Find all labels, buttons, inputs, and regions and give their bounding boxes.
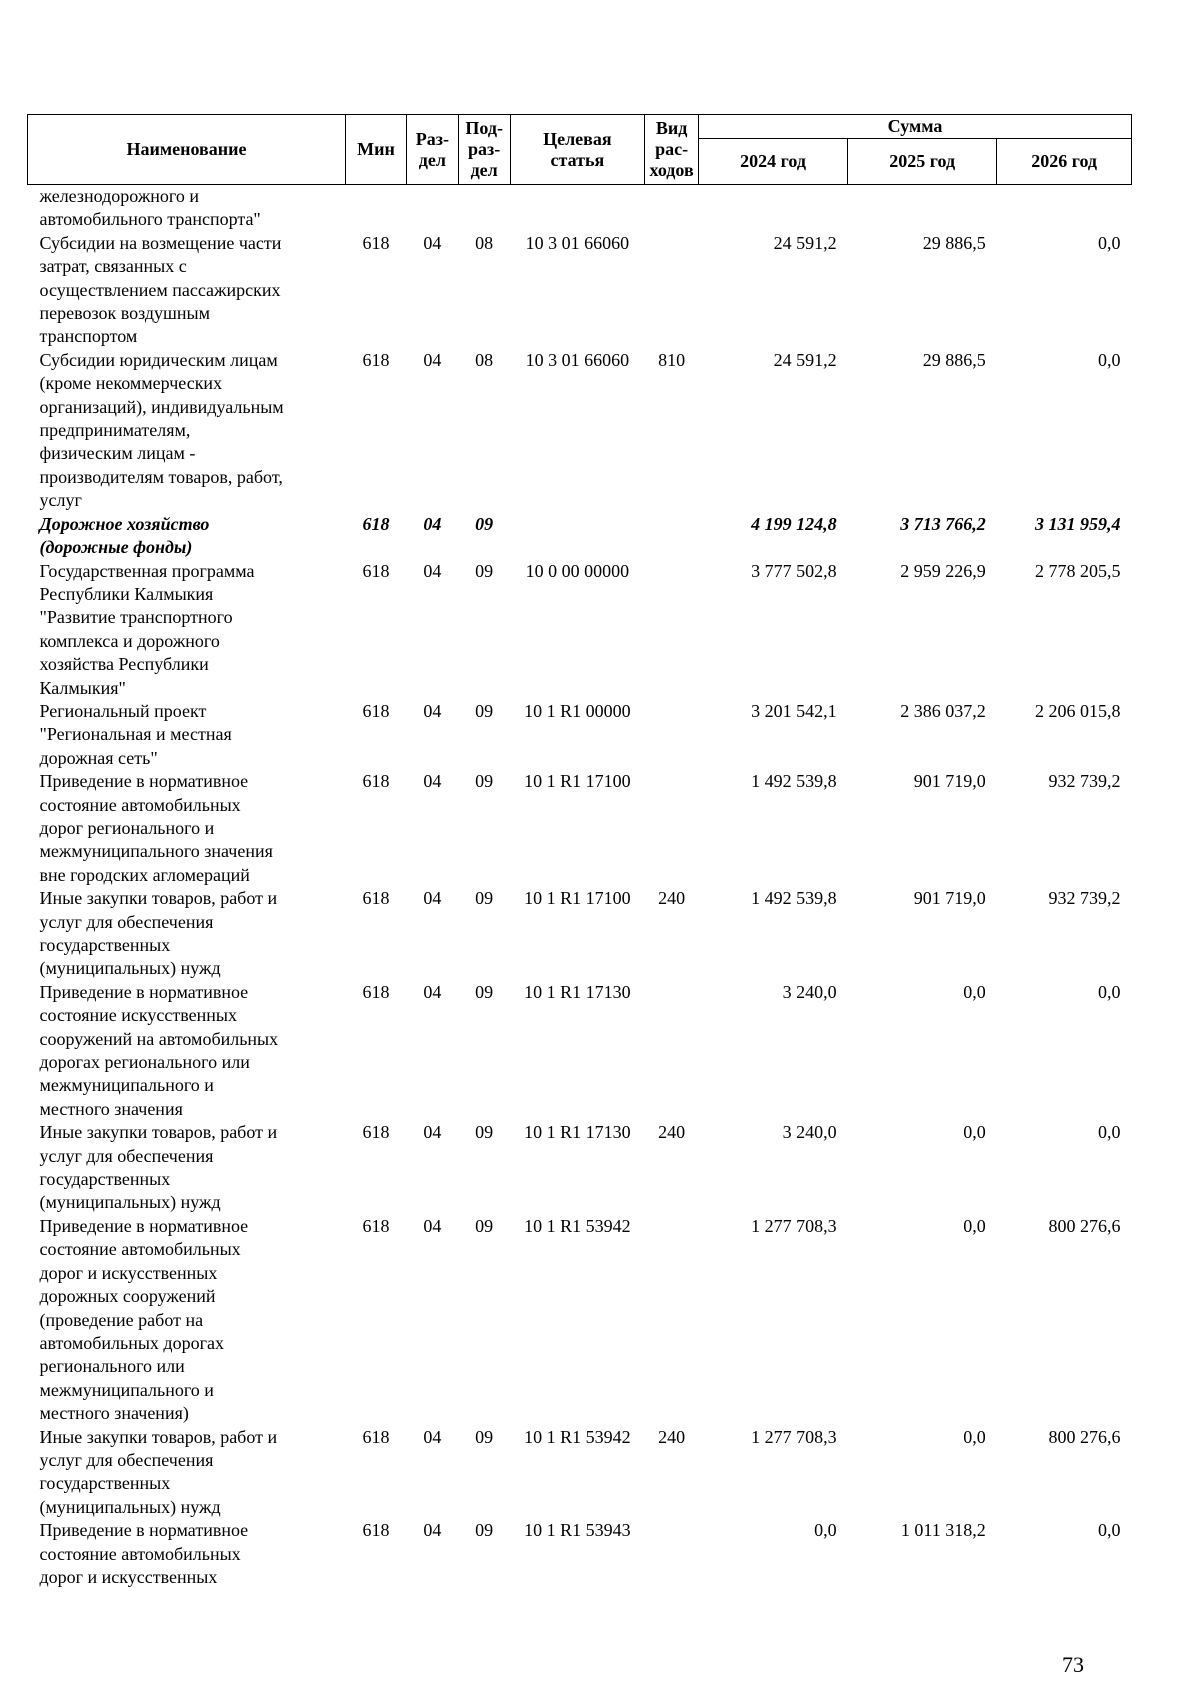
cell-name-line: межмуниципального и [39,1075,214,1096]
cell-podrazdel: 09 [475,1122,494,1143]
cell-vid-rashodov [645,981,699,1121]
cell-sum-2024: 3 201 542,1 [751,700,837,721]
cell-podrazdel: 09 [475,1520,494,1541]
cell-podrazdel: 08 [475,349,494,370]
cell-celevaya-statya [510,185,645,232]
cell-name [28,1426,346,1520]
cell-sum-2024: 3 777 502,8 [751,560,837,581]
table-row [28,1121,1132,1215]
cell-sum-2025: 1 011 318,2 [900,1520,986,1541]
cell-name-line: местного значения [39,1098,183,1119]
cell-celevaya-statya: 10 1 R1 53942 [524,1215,631,1236]
cell-name [28,887,346,981]
cell-name-line: государственных [39,1169,171,1190]
cell-sum-2025: 29 886,5 [922,232,986,253]
cell-name-line: сооружений на автомобильных [39,1028,279,1049]
cell-name-line: (муниципальных) нужд [39,1192,221,1213]
cell-podrazdel: 08 [475,232,494,253]
cell-name-line: "Развитие транспортного [39,607,233,628]
cell-name-line: услуг для обеспечения [39,911,214,932]
cell-sum-2025: 0,0 [963,1215,986,1236]
header-year-2025: 2025 год [848,139,997,185]
cell-vid-rashodov [645,560,699,700]
cell-min: 618 [362,1520,390,1541]
cell-razdel: 04 [423,349,442,370]
cell-name-line: (дорожные фонды) [39,537,193,558]
cell-podrazdel: 09 [475,981,494,1002]
cell-podrazdel: 09 [475,513,494,534]
cell-name-line: состояние автомобильных [39,1239,241,1260]
table-row [28,560,1132,700]
cell-name [28,1121,346,1215]
cell-name [28,513,346,560]
cell-min: 618 [362,981,390,1002]
cell-name [28,770,346,887]
table-row [28,1519,1132,1589]
table-row [28,185,1132,232]
cell-name-line: Региональный проект [39,700,207,721]
cell-podrazdel: 09 [475,1215,494,1236]
table-body [28,185,1132,1590]
cell-sum-2025: 29 886,5 [922,349,986,370]
cell-podrazdel: 09 [475,700,494,721]
cell-razdel: 04 [423,981,442,1002]
cell-sum-2024: 1 492 539,8 [751,888,837,909]
cell-vid-rashodov: 240 [658,1426,686,1447]
cell-name-line: производителям товаров, работ, [39,466,283,487]
cell-razdel: 04 [423,232,442,253]
cell-sum-2024: 1 492 539,8 [751,771,837,792]
cell-razdel: 04 [423,700,442,721]
cell-name-line: Субсидии на возмещение части [39,232,282,253]
header-podrazdel: Под- раз- дел [458,115,510,185]
cell-sum-2024: 4 199 124,8 [751,513,837,534]
cell-name-line: организаций), индивидуальным [39,396,284,417]
cell-sum-2026: 800 276,6 [1048,1426,1121,1447]
cell-celevaya-statya: 10 1 R1 53943 [524,1520,631,1541]
cell-name-line: хозяйства Республики [39,654,209,675]
cell-name-line: Калмыкия" [39,677,126,698]
table-row [28,1426,1132,1520]
cell-sum-2026: 932 739,2 [1048,888,1121,909]
cell-min [345,185,406,232]
cell-name-line: регионального или [39,1356,185,1377]
header-name: Наименование [28,115,346,185]
cell-name-line: межмуниципального и [39,1379,214,1400]
cell-sum-2025: 901 719,0 [913,771,986,792]
cell-name-line: состояние автомобильных [39,794,241,815]
cell-celevaya-statya: 10 1 R1 17130 [524,981,631,1002]
cell-name-line: дорог и искусственных [39,1566,218,1587]
cell-razdel: 04 [423,888,442,909]
cell-name-line: Иные закупки товаров, работ и [39,1426,278,1447]
cell-name-line: местного значения) [39,1403,189,1424]
header-year-2024: 2024 год [699,139,848,185]
cell-celevaya-statya: 10 3 01 66060 [525,232,630,253]
cell-razdel: 04 [423,771,442,792]
header-year-2026: 2026 год [997,139,1132,185]
cell-name-line: услуг для обеспечения [39,1449,214,1470]
header-celevaya-statya: Целевая статья [510,115,645,185]
cell-name-line: (муниципальных) нужд [39,1496,221,1517]
cell-sum-2025: 2 386 037,2 [900,700,986,721]
budget-table [27,114,1132,1589]
cell-name-line: государственных [39,935,171,955]
cell-sum-2026: 0,0 [1098,981,1121,1002]
cell-name-line: физическим лицам - [39,443,196,464]
cell-name [28,1215,346,1426]
cell-name-line: дорожная сеть" [39,747,158,768]
cell-vid-rashodov: 810 [658,349,686,370]
cell-sum-2024 [699,185,848,232]
cell-sum-2026: 0,0 [1098,1520,1121,1541]
cell-sum-2025: 2 959 226,9 [900,560,986,581]
cell-name-line: состояние автомобильных [39,1543,241,1564]
cell-name-line: Иные закупки товаров, работ и [39,888,278,909]
cell-sum-2026: 2 206 015,8 [1035,700,1121,721]
cell-sum-2026: 2 778 205,5 [1035,560,1121,581]
cell-name-line: предпринимателям, [39,420,191,441]
cell-sum-2025: 0,0 [963,1122,986,1143]
cell-name-line: автомобильного транспорта" [39,209,261,230]
cell-podrazdel: 09 [475,560,494,581]
cell-sum-2024: 0,0 [814,1520,837,1541]
cell-sum-2026: 0,0 [1098,349,1121,370]
cell-name-line: состояние искусственных [39,1005,237,1026]
table-row [28,513,1132,560]
cell-sum-2024: 1 277 708,3 [751,1215,837,1236]
cell-celevaya-statya: 10 1 R1 17130 [524,1122,631,1143]
cell-name [28,560,346,700]
table-row [28,770,1132,887]
table-row [28,232,1132,349]
header-razdel: Раз- дел [407,115,459,185]
cell-razdel: 04 [423,1520,442,1541]
table-row [28,1215,1132,1426]
cell-name-line: межмуниципального значения [39,841,273,862]
header-vid-rashodov: Вид рас- ходов [645,115,699,185]
cell-name-line: транспортом [39,326,138,347]
cell-name-line: затрат, связанных с [39,256,187,277]
cell-podrazdel: 09 [475,888,494,909]
cell-min: 618 [362,513,390,534]
cell-name [28,232,346,349]
cell-name-line: Приведение в нормативное [39,981,249,1002]
cell-sum-2026: 3 131 959,4 [1035,513,1121,534]
cell-name [28,185,346,232]
cell-name [28,1519,346,1589]
cell-vid-rashodov [645,1215,699,1426]
cell-min: 618 [362,888,390,909]
cell-name-line: Приведение в нормативное [39,1520,249,1541]
cell-min: 618 [362,232,390,253]
cell-vid-rashodov [645,513,699,560]
cell-name-line: Дорожное хозяйство [39,513,210,534]
cell-name-line: комплекса и дорожного [39,630,220,651]
cell-vid-rashodov [645,770,699,887]
cell-min: 618 [362,1122,390,1143]
cell-celevaya-statya: 10 1 R1 00000 [524,700,631,721]
cell-name [28,349,346,513]
cell-podrazdel: 09 [475,771,494,792]
cell-name-line: (проведение работ на [39,1309,204,1330]
cell-min: 618 [362,771,390,792]
cell-sum-2025 [848,185,997,232]
cell-name-line: дорожных сооружений [39,1286,216,1307]
header-min: Мин [345,115,406,185]
budget-table-container [27,114,1132,1589]
cell-razdel: 04 [423,1426,442,1447]
cell-min: 618 [362,1426,390,1447]
cell-podrazdel [458,185,510,232]
cell-name-line: дорогах регионального или [39,1052,250,1073]
cell-sum-2024: 1 277 708,3 [751,1426,837,1447]
cell-celevaya-statya: 10 1 R1 17100 [524,771,631,792]
cell-name-line: автомобильных дорогах [39,1332,224,1353]
table-row [28,349,1132,513]
cell-name-line: услуг для обеспечения [39,1145,214,1166]
cell-name [28,700,346,770]
cell-vid-rashodov: 240 [658,888,686,909]
cell-name-line: осуществлением пассажирских [39,279,281,300]
cell-vid-rashodov [645,700,699,770]
cell-celevaya-statya: 10 1 R1 17100 [524,888,631,909]
cell-sum-2025: 0,0 [963,1426,986,1447]
cell-name-line: (муниципальных) нужд [39,958,221,979]
cell-vid-rashodov: 240 [658,1122,686,1143]
cell-name [28,981,346,1121]
cell-razdel: 04 [423,1215,442,1236]
cell-razdel: 04 [423,1122,442,1143]
cell-min: 618 [362,1215,390,1236]
cell-sum-2026: 0,0 [1098,1122,1121,1143]
cell-name-line: "Региональная и местная [39,724,232,745]
cell-name-line: государственных [39,1473,171,1494]
cell-razdel [407,185,459,232]
cell-sum-2026: 800 276,6 [1048,1215,1121,1236]
cell-celevaya-statya [510,513,645,560]
cell-name-line: Приведение в нормативное [39,771,249,792]
cell-podrazdel: 09 [475,1426,494,1447]
cell-min: 618 [362,349,390,370]
cell-razdel: 04 [423,560,442,581]
cell-name-line: Иные закупки товаров, работ и [39,1122,278,1143]
cell-sum-2024: 3 240,0 [782,1122,837,1143]
cell-name-line: вне городских агломераций [39,864,250,885]
cell-name-line: перевозок воздушным [39,303,211,324]
table-header [28,115,1132,185]
cell-name-line: дорог и искусственных [39,1262,218,1283]
table-row [28,700,1132,770]
cell-sum-2025: 901 719,0 [913,888,986,909]
table-row [28,887,1132,981]
cell-celevaya-statya: 10 0 00 00000 [525,560,630,581]
header-summa: Сумма [699,115,1132,139]
cell-name-line: железнодорожного и [39,186,199,206]
cell-sum-2025: 0,0 [963,981,986,1002]
cell-name-line: Приведение в нормативное [39,1215,249,1236]
cell-sum-2025: 3 713 766,2 [900,513,986,534]
cell-celevaya-statya: 10 1 R1 53942 [524,1426,631,1447]
table-row [28,981,1132,1121]
cell-celevaya-statya: 10 3 01 66060 [525,349,630,370]
cell-name-line: Государственная программа [39,560,255,581]
cell-vid-rashodov [645,1519,699,1589]
cell-name-line: услуг [39,490,82,511]
cell-sum-2026 [997,185,1132,232]
cell-name-line: Субсидии юридическим лицам [39,349,278,370]
page-number: 73 [1062,1652,1084,1677]
cell-sum-2024: 24 591,2 [773,349,837,370]
cell-min: 618 [362,700,390,721]
cell-sum-2026: 0,0 [1098,232,1121,253]
cell-sum-2024: 24 591,2 [773,232,837,253]
cell-vid-rashodov [645,185,699,232]
cell-razdel: 04 [423,513,442,534]
cell-sum-2026: 932 739,2 [1048,771,1121,792]
cell-name-line: дорог регионального и [39,817,215,838]
cell-sum-2024: 3 240,0 [782,981,837,1002]
cell-vid-rashodov [645,232,699,349]
cell-name-line: Республики Калмыкия [39,583,214,604]
cell-min: 618 [362,560,390,581]
cell-name-line: (кроме некоммерческих [39,373,223,394]
